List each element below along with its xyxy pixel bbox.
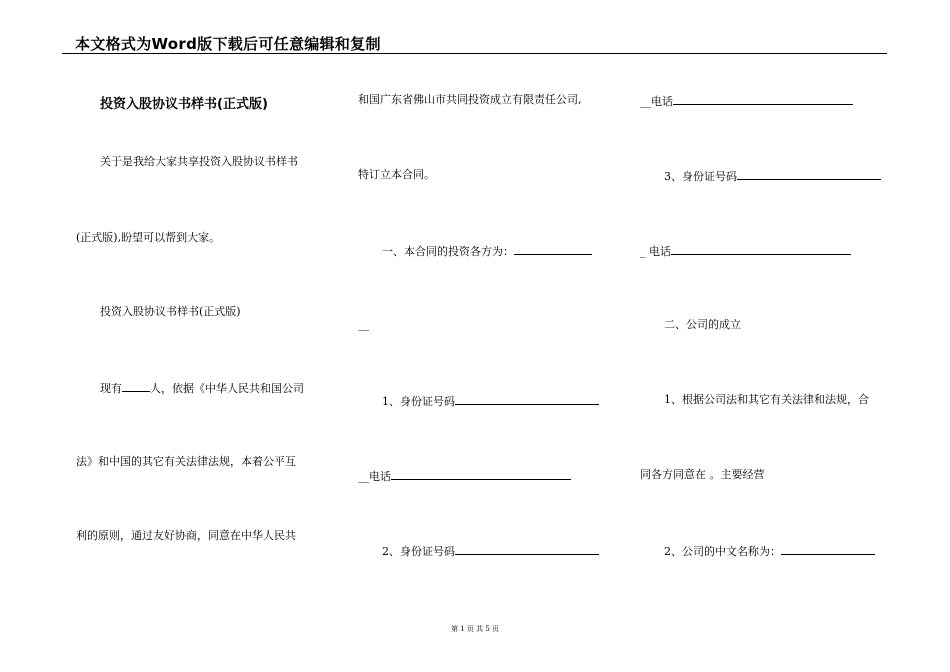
paragraph-line: 利的原则，通过友好协商，同意在中华人民共 xyxy=(76,529,296,542)
text-segment: __电话 xyxy=(358,470,391,483)
text-segment: 2、身份证号码 xyxy=(382,545,455,558)
paragraph-line xyxy=(382,543,599,559)
text-segment: 1、身份证号码 xyxy=(382,395,455,408)
fill-blank xyxy=(671,243,851,255)
paragraph-line: __ xyxy=(358,318,369,331)
fill-blank xyxy=(737,168,881,180)
page-number: 第 1 页 共 5 页 xyxy=(450,625,500,633)
paragraph-line: 特订立本合同。 xyxy=(358,168,435,181)
paragraph-line xyxy=(640,93,853,109)
fill-blank xyxy=(673,93,853,105)
fill-blank xyxy=(514,243,592,255)
text-segment: 人，依据《中华人民共和国公司 xyxy=(150,382,304,395)
paragraph-line xyxy=(664,543,875,559)
header-divider xyxy=(62,53,887,54)
text-segment: 一、本合同的投资各方为： xyxy=(382,245,514,258)
fill-blank xyxy=(455,543,599,555)
paragraph-line xyxy=(382,393,599,409)
paragraph-line xyxy=(382,243,592,259)
text-segment: 现有 xyxy=(100,382,122,395)
paragraph-line: 投资入股协议书样书(正式版) xyxy=(100,305,241,318)
paragraph-line: 1、根据公司法和其它有关法律和法规，合 xyxy=(664,393,869,406)
fill-blank xyxy=(781,543,875,555)
text-segment: 3、身份证号码 xyxy=(664,170,737,183)
paragraph-line: 法》和中国的其它有关法律法规，本着公平互 xyxy=(76,455,296,468)
paragraph-line: 关于是我给大家共享投资入股协议书样书 xyxy=(100,155,298,168)
paragraph-line xyxy=(640,243,851,259)
document-header-title: 本文格式为Word版下载后可任意编辑和复制 xyxy=(75,35,381,53)
fill-blank xyxy=(455,393,599,405)
paragraph-line: 和国广东省佛山市共同投资成立有限责任公司, xyxy=(358,93,582,106)
text-segment: _ 电话 xyxy=(640,245,671,258)
paragraph-line: (正式版),盼望可以帮到大家。 xyxy=(76,231,221,244)
section-heading: 二、公司的成立 xyxy=(664,318,741,331)
document-title: 投资入股协议书样书(正式版) xyxy=(100,97,268,112)
paragraph-line: 同各方同意在 。主要经营 xyxy=(640,468,765,481)
fill-blank xyxy=(122,380,150,392)
paragraph-line xyxy=(664,168,881,184)
paragraph-line xyxy=(100,380,304,396)
text-segment: 2、公司的中文名称为： xyxy=(664,545,781,558)
text-segment: __电话 xyxy=(640,95,673,108)
fill-blank xyxy=(391,468,571,480)
paragraph-line xyxy=(358,468,571,484)
